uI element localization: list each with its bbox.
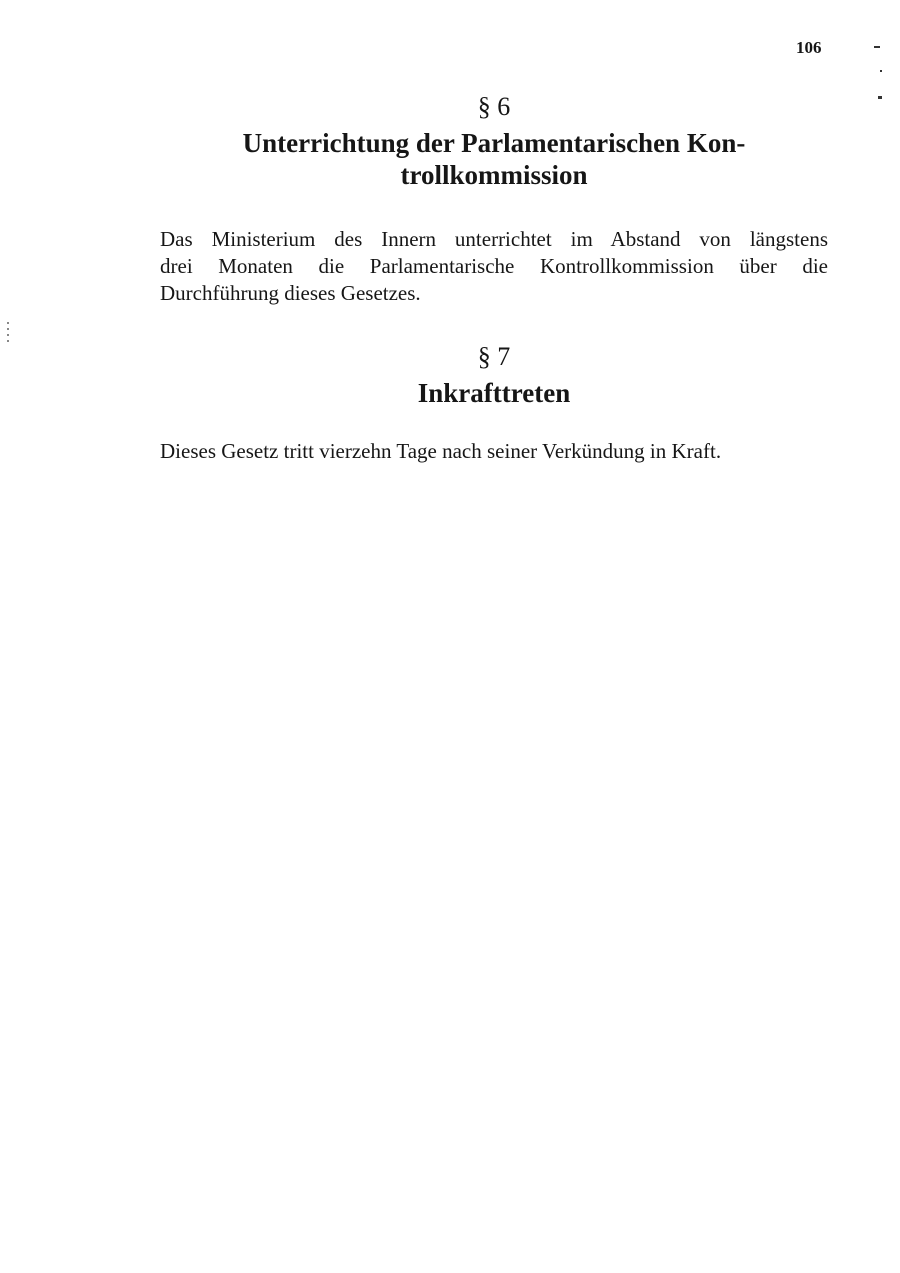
section-title-line: Inkrafttreten (417, 378, 571, 408)
body-line: Dieses Gesetz tritt vierzehn Tage nach seiner Verkündung in Kraft. (160, 439, 722, 463)
section-body (160, 226, 828, 307)
section-number: § 7 (477, 342, 511, 371)
scan-mark (878, 96, 882, 99)
section-body (160, 438, 828, 465)
scan-mark (7, 322, 9, 346)
scan-mark (880, 70, 882, 72)
section-title-line: trollkommission (400, 160, 588, 190)
body-line: Das Ministerium des Innern unterrichtet im Abstand von längstens (160, 227, 828, 251)
scan-mark (874, 46, 880, 48)
body-line: drei Monaten die Parlamentarische Kontrollkommission über die (160, 254, 828, 278)
section-number: § 6 (477, 92, 511, 121)
page-number: 106 (796, 38, 822, 57)
section-title-line: Unterrichtung der Parlamentarischen Kon- (242, 128, 746, 158)
body-line: Durchführung dieses Gesetzes. (160, 281, 421, 305)
